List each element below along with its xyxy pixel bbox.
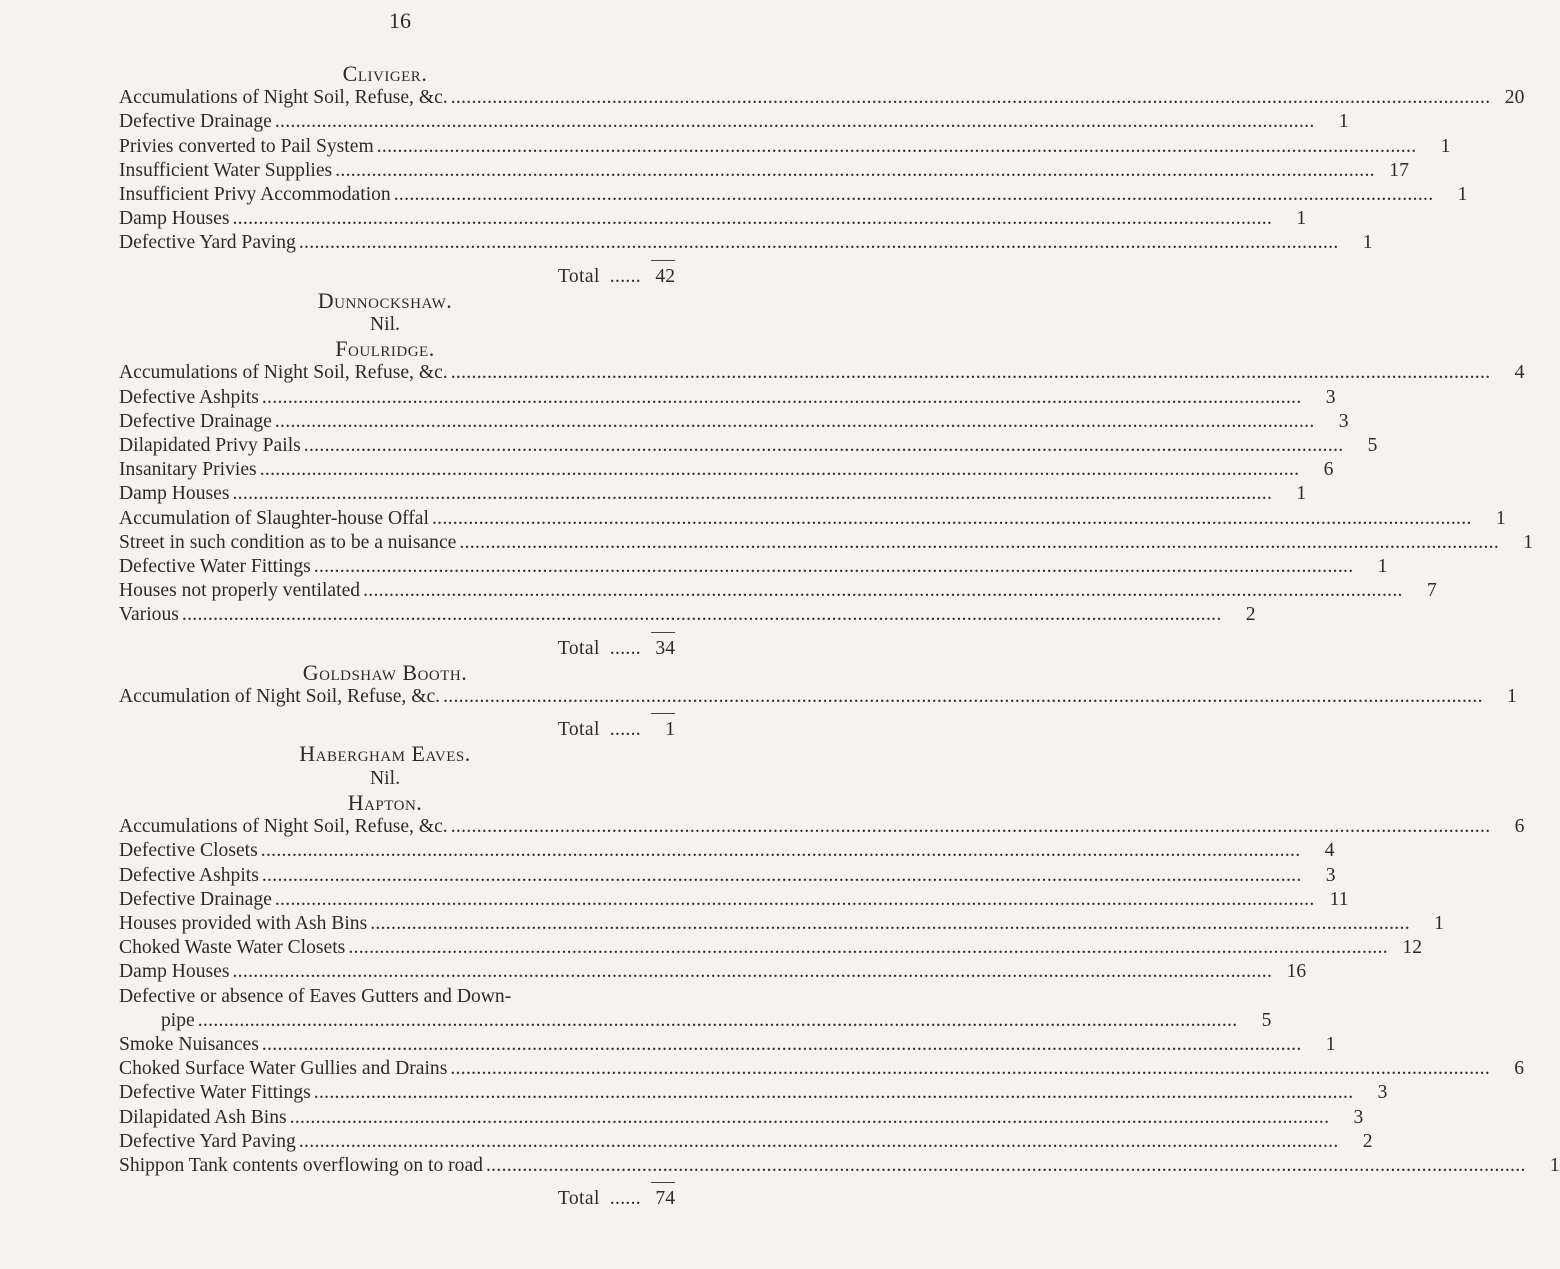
- nuisance-row: [119, 579, 1437, 603]
- total-label: Total: [557, 637, 600, 659]
- nuisance-row: [119, 434, 1378, 458]
- district-heading: Foulridge.: [335, 336, 435, 362]
- nuisance-count: 16: [1286, 961, 1307, 983]
- dot-leader: ........................................................................................................................................................................................................: [376, 135, 1417, 157]
- nuisance-count: 5: [1261, 1009, 1272, 1031]
- district-heading: Habergham Eaves.: [299, 741, 471, 767]
- dot-leader: ......: [609, 637, 641, 659]
- nuisance-count: 6: [1514, 816, 1525, 838]
- nuisance-row: [119, 458, 1334, 482]
- nuisance-label: Dilapidated Privy Pails: [119, 435, 301, 457]
- nuisance-count: 1: [1338, 111, 1349, 133]
- nuisance-row: [119, 1081, 1388, 1105]
- nuisance-count: 3: [1377, 1082, 1388, 1104]
- nuisance-label: Defective or absence of Eaves Gutters and Down-: [119, 985, 512, 1007]
- total-rule-top: [119, 1178, 675, 1187]
- dot-leader: ........................................................................................................................................................................................................: [274, 410, 1315, 432]
- dot-leader: ........................................................................................................................................................................................................: [232, 961, 1273, 983]
- nuisance-label: Street in such condition as to be a nuisance: [119, 531, 457, 553]
- nuisance-count: 1: [1523, 531, 1534, 553]
- dot-leader: ......: [609, 265, 641, 287]
- nuisance-count: 1: [1362, 232, 1373, 254]
- nuisance-label: Defective Closets: [119, 840, 258, 862]
- dot-leader: ........................................................................................................................................................................................................: [443, 686, 1483, 708]
- nuisance-row: [119, 361, 1525, 385]
- nuisance-row: [119, 386, 1336, 410]
- nuisance-row: [119, 936, 1422, 960]
- spacer: [119, 709, 651, 718]
- nuisance-count: 2: [1362, 1130, 1373, 1152]
- nuisance-count: 3: [1353, 1106, 1364, 1128]
- dot-leader: ........................................................................................................................................................................................................: [459, 531, 1500, 553]
- nuisance-label: Houses provided with Ash Bins: [119, 912, 368, 934]
- nuisance-count: 6: [1323, 459, 1334, 481]
- dot-leader: ........................................................................................................................................................................................................: [450, 1058, 1491, 1080]
- spacer: [119, 256, 651, 265]
- nuisance-label: Accumulations of Night Soil, Refuse, &c.: [119, 816, 448, 838]
- nuisance-count: 6: [1514, 1058, 1525, 1080]
- nuisance-label: Accumulation of Slaughter-house Offal: [119, 507, 429, 529]
- dot-leader: ........................................................................................................................................................................................................: [274, 111, 1315, 133]
- total-label: Total: [557, 265, 600, 287]
- nuisance-count: 3: [1325, 864, 1336, 886]
- nil-entry: Nil.: [370, 767, 400, 789]
- district-heading: Goldshaw Booth.: [302, 659, 468, 685]
- nuisance-label: Defective Water Fittings: [119, 556, 311, 578]
- nuisance-count: 5: [1367, 435, 1378, 457]
- total-rule-top: [119, 709, 675, 718]
- nuisance-count: 1: [1440, 135, 1451, 157]
- dot-leader: ........................................................................................................................................................................................................: [298, 232, 1339, 254]
- nuisance-label: Choked Waste Water Closets: [119, 937, 346, 959]
- spacer: [119, 1178, 651, 1187]
- nuisance-count: 7: [1426, 580, 1437, 602]
- dot-leader: ........................................................................................................................................................................................................: [289, 1106, 1330, 1128]
- nuisance-label: Houses not properly ventilated: [119, 580, 361, 602]
- nuisance-label: Accumulation of Night Soil, Refuse, &c.: [119, 686, 441, 708]
- nuisance-row: [119, 815, 1525, 839]
- nuisance-row: [119, 960, 1307, 984]
- dot-leader: ........................................................................................................................................................................................................: [261, 1033, 1302, 1055]
- nuisance-row: [119, 839, 1335, 863]
- dot-leader: ........................................................................................................................................................................................................: [450, 87, 1491, 109]
- nuisance-count: 11: [1329, 888, 1349, 910]
- nuisance-row: [119, 231, 1373, 255]
- district-section: [119, 742, 675, 790]
- district-section: [119, 289, 675, 337]
- dot-leader: ........................................................................................................................................................................................................: [261, 386, 1302, 408]
- nuisance-count: 1: [1296, 208, 1307, 230]
- dot-leader: ........................................................................................................................................................................................................: [260, 840, 1301, 862]
- nuisance-row: [119, 482, 1307, 506]
- nuisance-count: 20: [1504, 87, 1525, 109]
- nuisance-label: Defective Ashpits: [119, 864, 259, 886]
- total-value: 1: [665, 719, 675, 741]
- dot-leader: ........................................................................................................................................................................................................: [274, 888, 1315, 910]
- dot-leader: ........................................................................................................................................................................................................: [232, 483, 1273, 505]
- dot-leader: ........................................................................................................................................................................................................: [393, 184, 1434, 206]
- total-rule-top: [119, 628, 675, 637]
- district-section: [119, 336, 1534, 661]
- nuisance-count: 1: [1325, 1033, 1336, 1055]
- district-heading: Hapton.: [347, 789, 423, 815]
- dot-leader: ......: [609, 1188, 641, 1210]
- nuisance-label: Defective Drainage: [119, 410, 272, 432]
- dot-leader: ........................................................................................................................................................................................................: [197, 1009, 1238, 1031]
- nuisance-row: [119, 183, 1468, 207]
- total-label: Total: [557, 719, 600, 741]
- nuisance-label: Dilapidated Ash Bins: [119, 1106, 287, 1128]
- nuisance-label: Damp Houses: [119, 483, 230, 505]
- nuisance-label: Defective Drainage: [119, 888, 272, 910]
- nuisance-label: Insufficient Water Supplies: [119, 159, 333, 181]
- nuisance-label: Defective Drainage: [119, 111, 272, 133]
- nuisance-count: 1: [1549, 1154, 1560, 1176]
- nuisance-count: 3: [1338, 410, 1349, 432]
- total-row: [119, 637, 675, 661]
- total-value: 42: [655, 265, 675, 287]
- total-row: [119, 1187, 675, 1211]
- total-label: Total: [557, 1188, 600, 1210]
- nuisance-row: [119, 207, 1307, 231]
- dot-leader: ........................................................................................................................................................................................................: [485, 1154, 1526, 1176]
- nuisance-row: [119, 555, 1388, 579]
- nuisance-count: 4: [1514, 362, 1525, 384]
- nuisance-row: [119, 110, 1349, 134]
- dot-leader: ........................................................................................................................................................................................................: [232, 208, 1273, 230]
- nil-entry: Nil.: [370, 314, 400, 336]
- dot-leader: ........................................................................................................................................................................................................: [370, 912, 1410, 934]
- nuisance-row: [119, 1057, 1525, 1081]
- total-value: 34: [655, 637, 675, 659]
- nuisance-count: 4: [1324, 840, 1335, 862]
- district-section: [119, 61, 1525, 289]
- nuisance-label: Various: [119, 604, 179, 626]
- dot-leader: ......: [609, 719, 641, 741]
- nuisance-row: [119, 985, 675, 1009]
- nuisance-row: [119, 1130, 1373, 1154]
- dot-leader: ........................................................................................................................................................................................................: [303, 435, 1344, 457]
- nuisance-row: [119, 1106, 1364, 1130]
- nuisance-label: Defective Yard Paving: [119, 1130, 296, 1152]
- nuisance-label: Insanitary Privies: [119, 459, 257, 481]
- nuisance-label: Smoke Nuisances: [119, 1033, 259, 1055]
- nuisance-label-continuation: pipe: [161, 1009, 195, 1031]
- district-section: [119, 659, 1517, 743]
- nuisance-label: Damp Houses: [119, 961, 230, 983]
- nuisance-count: 2: [1245, 604, 1256, 626]
- district-heading: Cliviger.: [342, 61, 428, 86]
- nuisance-label: Shippon Tank contents overflowing on to road: [119, 1154, 483, 1176]
- nuisance-row: [119, 864, 1336, 888]
- dot-leader: ........................................................................................................................................................................................................: [181, 604, 1222, 626]
- nuisance-report: [119, 61, 1560, 1211]
- dot-leader: ........................................................................................................................................................................................................: [348, 937, 1388, 959]
- nuisance-count: 1: [1434, 912, 1444, 934]
- nuisance-row: [119, 603, 1256, 627]
- total-row: [119, 265, 675, 289]
- page-number: 16: [389, 8, 411, 33]
- nuisance-label: Defective Ashpits: [119, 386, 259, 408]
- district-section: [119, 789, 1560, 1211]
- nuisance-label: Accumulations of Night Soil, Refuse, &c.: [119, 87, 448, 109]
- dot-leader: ........................................................................................................................................................................................................: [363, 580, 1403, 602]
- nuisance-count: 1: [1506, 686, 1517, 708]
- dot-leader: ........................................................................................................................................................................................................: [431, 507, 1472, 529]
- nuisance-row: [119, 410, 1349, 434]
- nuisance-row: [119, 86, 1525, 110]
- nuisance-row: [119, 159, 1409, 183]
- dot-leader: ........................................................................................................................................................................................................: [313, 556, 1354, 578]
- total-rule-top: [119, 256, 675, 265]
- dot-leader: ........................................................................................................................................................................................................: [259, 459, 1300, 481]
- dot-leader: ........................................................................................................................................................................................................: [313, 1082, 1354, 1104]
- dot-leader: ........................................................................................................................................................................................................: [261, 864, 1302, 886]
- nuisance-label: Damp Houses: [119, 208, 230, 230]
- nuisance-count: 1: [1495, 507, 1506, 529]
- spacer: [119, 628, 651, 637]
- dot-leader: ........................................................................................................................................................................................................: [450, 362, 1491, 384]
- nuisance-label: Privies converted to Pail System: [119, 135, 374, 157]
- dot-leader: ........................................................................................................................................................................................................: [335, 159, 1375, 181]
- nuisance-count: 12: [1402, 937, 1422, 959]
- nuisance-row: [119, 135, 1451, 159]
- nuisance-count: 1: [1377, 556, 1388, 578]
- dot-leader: ........................................................................................................................................................................................................: [450, 816, 1491, 838]
- nuisance-label: Choked Surface Water Gullies and Drains: [119, 1058, 448, 1080]
- total-row: [119, 718, 675, 742]
- nuisance-row: [119, 531, 1534, 555]
- district-heading: Dunnockshaw.: [317, 287, 453, 313]
- nuisance-count: 1: [1296, 483, 1307, 505]
- total-value: 74: [655, 1188, 675, 1210]
- dot-leader: ........................................................................................................................................................................................................: [298, 1130, 1339, 1152]
- nuisance-label: Defective Water Fittings: [119, 1082, 311, 1104]
- nuisance-row: [119, 685, 1517, 709]
- nuisance-label: Defective Yard Paving: [119, 232, 296, 254]
- nuisance-row: [119, 507, 1506, 531]
- nuisance-count: 17: [1389, 159, 1409, 181]
- nuisance-row: [119, 912, 1444, 936]
- nuisance-row: [119, 1154, 1560, 1178]
- nuisance-row: [119, 1033, 1336, 1057]
- nuisance-row: [119, 888, 1349, 912]
- nuisance-label: Accumulations of Night Soil, Refuse, &c.: [119, 362, 448, 384]
- nuisance-count: 1: [1457, 184, 1468, 206]
- nuisance-label: Insufficient Privy Accommodation: [119, 184, 391, 206]
- nuisance-row-continuation: [119, 1009, 1272, 1033]
- nuisance-count: 3: [1325, 386, 1336, 408]
